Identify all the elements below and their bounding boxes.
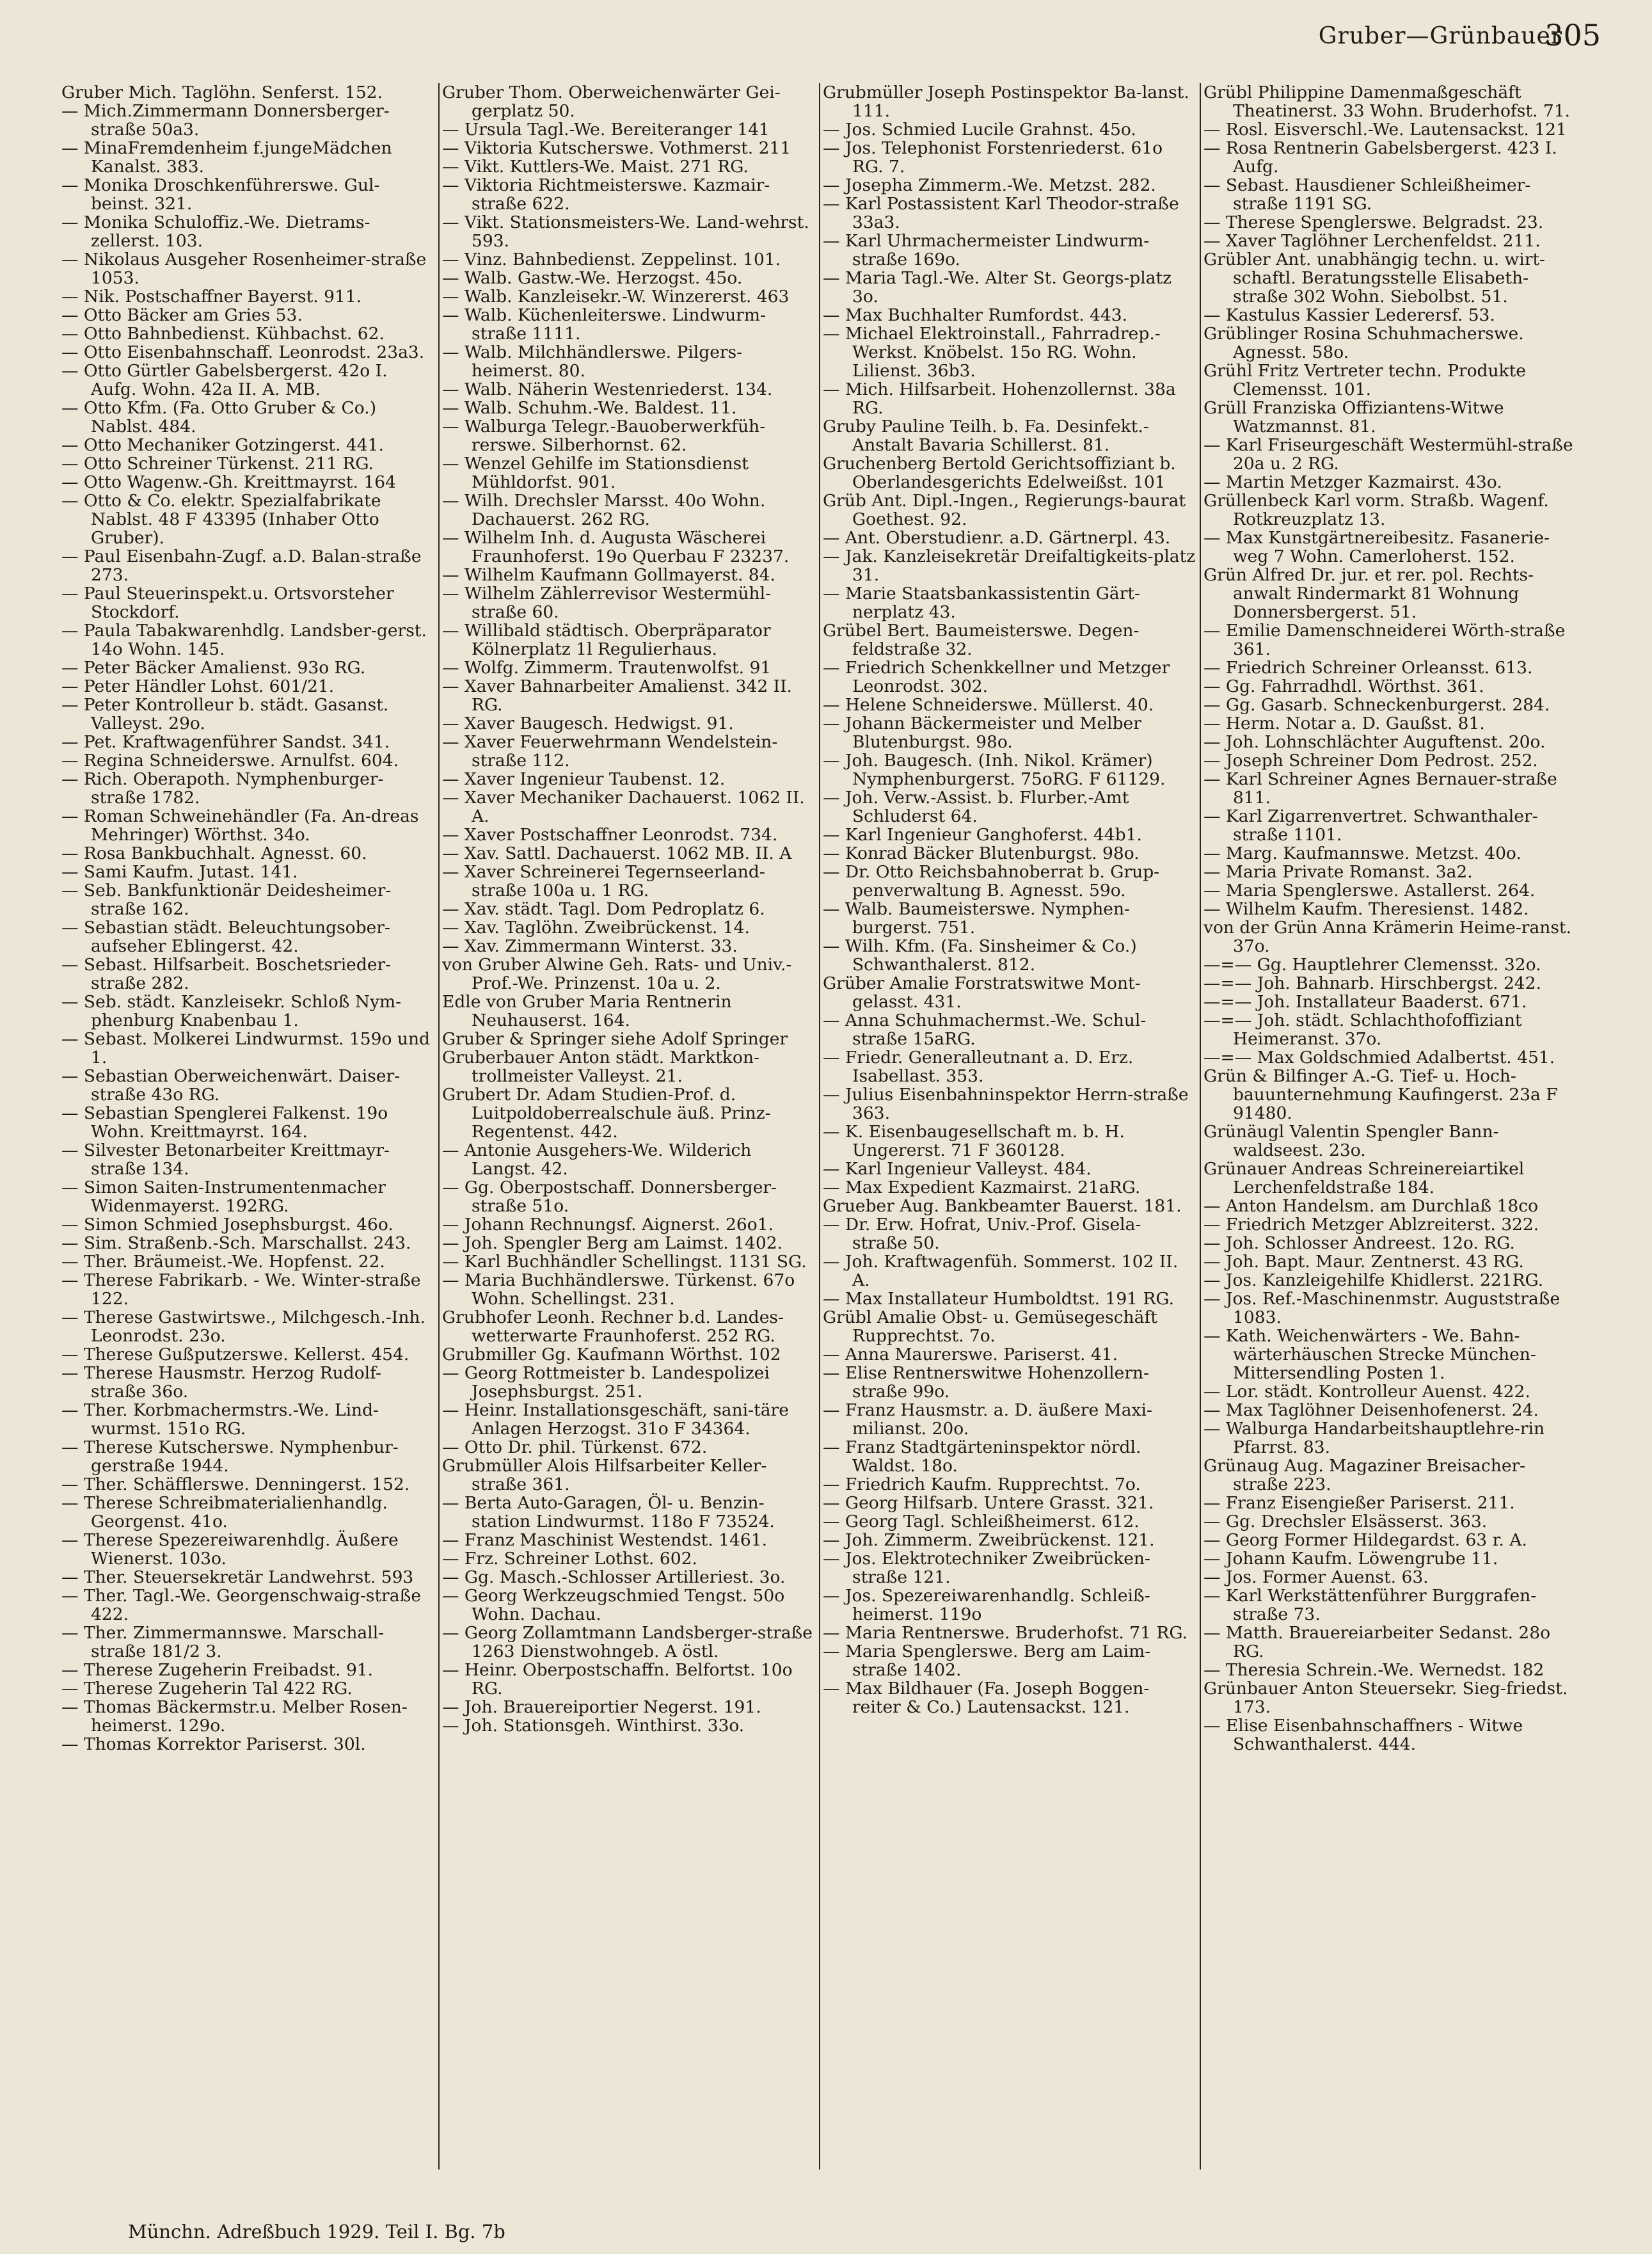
directory-entry: — Jos. Spezereiwarenhandlg. Schleiß-heimerst. 119o: [823, 1586, 1150, 1624]
directory-entry: — Otto Wagenw.-Gh. Kreittmayrst. 164: [61, 472, 396, 492]
directory-entry: Gruber Mich. Taglöhn. Senferst. 152.: [61, 83, 383, 102]
directory-entry: — Mich. Hilfsarbeit. Hohenzollernst. 38a RG.: [823, 380, 1176, 418]
directory-entry: — Maria Private Romanst. 3a2.: [1203, 862, 1473, 882]
directory-entry: — Xaver Mechaniker Dachauerst. 1062 II. A.: [442, 788, 805, 826]
directory-entry: Gruber & Springer siehe Adolf Springer: [442, 1029, 788, 1049]
directory-entry: — Walburga Handarbeitshauptlehre-rin Pfarrst. 83.: [1203, 1419, 1545, 1457]
directory-entry: Gruby Pauline Teilh. b. Fa. Desinfekt.-Anstalt Bavaria Schillerst. 81.: [823, 417, 1149, 455]
directory-entry: — Maria Buchhändlerswe. Türkenst. 67o Wohn. Schellingst. 231.: [442, 1270, 795, 1309]
directory-entry: — Ther. Tagl.-We. Georgenschwaig-straße 422.: [61, 1586, 422, 1624]
directory-entry: — Franz Hausmstr. a. D. äußere Maxi-milianst. 20o.: [823, 1400, 1152, 1439]
running-head: Gruber—Grünbauer: [1318, 23, 1562, 49]
directory-entry: Grünaug Aug. Magaziner Breisacher-straße 223.: [1203, 1456, 1526, 1494]
directory-entry: — Peter Bäcker Amalienst. 93o RG.: [61, 658, 366, 678]
directory-entry: — Maria Spenglerswe. Astallerst. 264.: [1203, 881, 1536, 900]
directory-entry: — Georg Tagl. Schleißheimerst. 612.: [823, 1512, 1140, 1531]
directory-entry: — Peter Kontrolleur b. städt. Gasanst. Valleyst. 29o.: [61, 695, 389, 733]
directory-entry: — Max Expedient Kazmairst. 21aRG.: [823, 1178, 1141, 1197]
directory-entry: — Heinr. Oberpostschaffn. Belfortst. 10o RG.: [442, 1660, 793, 1698]
directory-entry: — Mich.Zimmermann Donnersberger-straße 50a3.: [61, 101, 390, 140]
directory-entry: — Wilhelm Inh. d. Augusta Wäscherei Fraunhoferst. 19o Querbau F 23237.: [442, 528, 790, 566]
directory-entry: — Gg. Drechsler Elsässerst. 363.: [1203, 1512, 1488, 1531]
directory-entry: — Marie Staatsbankassistentin Gärt-nerplatz 43.: [823, 584, 1140, 622]
directory-entry: — Rosa Rentnerin Gabelsbergerst. 423 I. Aufg.: [1203, 138, 1557, 177]
directory-entry: — Max Taglöhner Deisenhofenerst. 24.: [1203, 1400, 1539, 1420]
directory-entry: Grün Alfred Dr. jur. et rer. pol. Rechts-anwalt Rindermarkt 81 Wohnung Donnersbergerst. 51.: [1203, 565, 1534, 622]
directory-entry: — Walb. Näherin Westenriederst. 134.: [442, 380, 773, 399]
directory-entry: — Wilh. Drechsler Marsst. 40o Wohn. Dachauerst. 262 RG.: [442, 491, 766, 529]
page-number: 305: [1545, 18, 1601, 52]
directory-entry: — Joseph Schreiner Dom Pedrost. 252.: [1203, 751, 1538, 771]
directory-entry: — Gg. Fahrradhdl. Wörthst. 361.: [1203, 676, 1484, 696]
directory-entry: — Jos. Ref.-Maschinenmstr. Auguststraße 1083.: [1203, 1289, 1561, 1327]
directory-entry: — Georg Rottmeister b. Landespolizei Josephsburgst. 251.: [442, 1363, 770, 1402]
directory-entry: — Rosl. Eisverschl.-We. Lautensackst. 121: [1203, 120, 1567, 140]
directory-column-2: [442, 83, 815, 2182]
directory-column-1: [61, 83, 434, 2182]
directory-entry: — Xaver Postschaffner Leonrodst. 734.: [442, 825, 778, 845]
directory-entry: — Viktoria Richtmeisterswe. Kazmair-straße 622.: [442, 175, 770, 214]
directory-entry: — Wolfg. Zimmerm. Trautenwolfst. 91: [442, 658, 772, 678]
directory-entry: — K. Eisenbaugesellschaft m. b. H. Ungererst. 71 F 360128.: [823, 1122, 1125, 1160]
directory-entry: — Joh. Baugesch. (Inh. Nikol. Krämer) Nymphenburgerst. 75oRG. F 61129.: [823, 751, 1166, 789]
directory-entry: — Karl Schreiner Agnes Bernauer-straße 811.: [1203, 769, 1557, 808]
directory-entry: Grüblinger Rosina Schuhmacherswe. Agnesst. 58o.: [1203, 324, 1524, 362]
directory-entry: — Monika Schuloffiz.-We. Dietrams-zellerst. 103.: [61, 212, 370, 251]
directory-entry: Grubhofer Leonh. Rechner b.d. Landes-wetterwarte Fraunhoferst. 252 RG.: [442, 1307, 784, 1346]
directory-entry: von Gruber Alwine Geh. Rats- und Univ.-Prof.-We. Prinzenst. 10a u. 2.: [442, 955, 792, 993]
directory-entry: — Xaver Feuerwehrmann Wendelstein-straße 112.: [442, 732, 778, 771]
directory-entry: — Therese Kutscherswe. Nymphenbur-gerstraße 1944.: [61, 1437, 399, 1476]
directory-entry: — Joh. Kraftwagenfüh. Sommerst. 102 II. A.: [823, 1252, 1179, 1290]
directory-entry: — Therese Zugeherin Freibadst. 91.: [61, 1660, 374, 1680]
directory-entry: — Joh. Verw.-Assist. b. Flurber.-Amt Schluderst 64.: [823, 788, 1129, 826]
directory-entry: — Vinz. Bahnbedienst. Zeppelinst. 101.: [442, 250, 781, 269]
directory-entry: — Joh. Spengler Berg am Laimst. 1402.: [442, 1233, 783, 1253]
directory-entry: Grubert Dr. Adam Studien-Prof. d. Luitpoldoberrealschule äuß. Prinz-Regentenst. 442.: [442, 1085, 771, 1142]
directory-entry: — Silvester Betonarbeiter Kreittmayr-straße 134.: [61, 1140, 390, 1179]
directory-entry: — Pet. Kraftwagenführer Sandst. 341.: [61, 732, 390, 752]
directory-entry: — Otto Eisenbahnschaff. Leonrodst. 23a3.: [61, 342, 425, 362]
directory-entry: — Otto Gürtler Gabelsbergerst. 42o I. Aufg. Wohn. 42a II. A. MB.: [61, 361, 388, 399]
directory-entry: — Vikt. Stationsmeisters-We. Land-wehrst. 593.: [442, 212, 809, 251]
directory-entry: — Emilie Damenschneiderei Wörth-straße 361.: [1203, 621, 1566, 659]
directory-entry: — Ursula Tagl.-We. Bereiteranger 141: [442, 120, 770, 140]
directory-entry: — Karl Friseurgeschäft Westermühl-straße 20a u. 2 RG.: [1203, 435, 1573, 474]
directory-entry: — Seb. städt. Kanzleisekr. Schloß Nym-phenburg Knabenbau 1.: [61, 992, 402, 1030]
directory-entry: — Wilh. Kfm. (Fa. Sinsheimer & Co.) Schwanthalerst. 812.: [823, 936, 1137, 975]
directory-column-3: [823, 83, 1196, 2182]
directory-entry: — Jos. Elektrotechniker Zweibrücken-straße 121.: [823, 1549, 1150, 1587]
directory-entry: Grübl Philippine Damenmaßgeschäft Theatinerst. 33 Wohn. Bruderhofst. 71.: [1203, 83, 1570, 121]
directory-entry: — Maria Rentnerswe. Bruderhofst. 71 RG.: [823, 1623, 1187, 1643]
directory-entry: — Jos. Former Auenst. 63.: [1203, 1567, 1429, 1587]
directory-entry: — Xav. Sattl. Dachauerst. 1062 MB. II. A: [442, 843, 792, 863]
directory-entry: —=— Joh. städt. Schlachthofoffiziant Heimeranst. 37o.: [1203, 1011, 1522, 1049]
directory-entry: — Therese Fabrikarb. - We. Winter-straße 122.: [61, 1270, 421, 1309]
directory-entry: — Viktoria Kutscherswe. Vothmerst. 211: [442, 138, 791, 158]
directory-entry: — Willibald städtisch. Oberpräparator Kölnerplatz 1l Regulierhaus.: [442, 621, 771, 659]
directory-entry: — Walb. Schuhm.-We. Baldest. 11.: [442, 398, 737, 418]
directory-entry: — Walb. Kanzleisekr.-W. Winzererst. 463: [442, 287, 790, 307]
directory-entry: — Karl Uhrmachermeister Lindwurm-straße 169o.: [823, 231, 1150, 269]
directory-entry: — Karl Ingenieur Valleyst. 484.: [823, 1159, 1092, 1179]
directory-entry: — Regina Schneiderswe. Arnulfst. 604.: [61, 751, 399, 771]
directory-entry: Grünbauer Anton Steuersekr. Sieg-friedst. 173.: [1203, 1679, 1568, 1717]
directory-entry: — Karl Zigarrenvertret. Schwanthaler-straße 1101.: [1203, 806, 1538, 845]
directory-entry: — Martin Metzger Kazmairst. 43o.: [1203, 472, 1502, 492]
directory-column-4: [1203, 83, 1577, 2182]
directory-entry: — Xaver Ingenieur Taubenst. 12.: [442, 769, 726, 789]
directory-entry: — Sebast. Hilfsarbeit. Boschetsrieder-straße 282.: [61, 955, 392, 993]
directory-entry: Grüll Franziska Offiziantens-Witwe Watzmannst. 81.: [1203, 398, 1504, 436]
directory-entry: Grünauer Andreas Schreinereiartikel Lerchenfeldstraße 184.: [1203, 1159, 1525, 1197]
directory-entry: — Ther. Zimmermannswe. Marschall-straße 181/2 3.: [61, 1623, 385, 1661]
directory-entry: — Helene Schneiderswe. Müllerst. 40.: [823, 695, 1154, 715]
directory-entry: — Xaver Taglöhner Lerchenfeldst. 211.: [1203, 231, 1541, 251]
directory-entry: — Ant. Oberstudienr. a.D. Gärtnerpl. 43.: [823, 528, 1171, 548]
directory-entry: — Nik. Postschaffner Bayerst. 911.: [61, 287, 362, 307]
directory-entry: — Ther. Schäfflerswe. Denningerst. 152.: [61, 1475, 410, 1494]
directory-entry: — Sami Kaufm. Jutast. 141.: [61, 862, 298, 882]
directory-entry: — Therese Zugeherin Tal 422 RG.: [61, 1679, 353, 1698]
directory-entry: Grueber Aug. Bankbeamter Bauerst. 181.: [823, 1196, 1182, 1216]
directory-entry: — Frz. Schreiner Lothst. 602.: [442, 1549, 697, 1569]
directory-entry: Grüllenbeck Karl vorm. Straßb. Wagenf. Rotkreuzplatz 13.: [1203, 491, 1549, 529]
directory-entry: — Rosa Bankbuchhalt. Agnesst. 60.: [61, 843, 367, 863]
directory-entry: — Georg Former Hildegardst. 63 r. A.: [1203, 1530, 1527, 1550]
directory-entry: — Otto Kfm. (Fa. Otto Gruber & Co.) Nablst. 484.: [61, 398, 377, 436]
directory-columns: [61, 83, 1610, 2182]
directory-entry: — Elise Rentnerswitwe Hohenzollern-straße 99o.: [823, 1363, 1150, 1402]
directory-entry: — Franz Maschinist Westendst. 1461.: [442, 1530, 768, 1550]
directory-entry: — Therese Spenglerswe. Belgradst. 23.: [1203, 212, 1544, 232]
directory-entry: — Ther. Steuersekretär Landwehrst. 593: [61, 1567, 414, 1587]
directory-entry: — Karl Buchhändler Schellingst. 1131 SG.: [442, 1252, 807, 1272]
directory-entry: — Seb. Bankfunktionär Deidesheimer-straße 162.: [61, 881, 392, 919]
directory-entry: — Ther. Korbmachermstrs.-We. Lind-wurmst. 151o RG.: [61, 1400, 379, 1439]
directory-entry: — Xav. Taglöhn. Zweibrückenst. 14.: [442, 918, 750, 938]
directory-entry: — Therese Gußputzerswe. Kellerst. 454.: [61, 1345, 409, 1364]
directory-entry: — Berta Auto-Garagen, Öl- u. Benzin-station Lindwurmst. 118o F 73524.: [442, 1493, 775, 1531]
directory-entry: — Georg Zollamtmann Landsberger-straße 1263 Dienstwohngeb. A östl.: [442, 1623, 813, 1661]
directory-entry: — Jos. Schmied Lucile Grahnst. 45o.: [823, 120, 1136, 140]
directory-entry: — Xaver Bahnarbeiter Amalienst. 342 II. RG.: [442, 676, 792, 715]
directory-entry: — Vikt. Kuttlers-We. Maist. 271 RG.: [442, 157, 749, 177]
directory-entry: — Jak. Kanzleisekretär Dreifaltigkeits-platz 31.: [823, 547, 1196, 585]
directory-entry: — Peter Händler Lohst. 601/21.: [61, 676, 335, 696]
directory-entry: Grübler Ant. unabhängig techn. u. wirt-schaftl. Beratungsstelle Elisabeth-straße 302 Wohn. Siebolbst. 51.: [1203, 250, 1545, 307]
directory-entry: — Sebast. Molkerei Lindwurmst. 159o und 1.: [61, 1029, 430, 1067]
directory-entry: — Michael Elektroinstall., Fahrradrep.-Werkst. Knöbelst. 15o RG. Wohn. Lilienst. 36b3.: [823, 324, 1161, 381]
directory-entry: — Joh. Zimmerm. Zweibrückenst. 121.: [823, 1530, 1155, 1550]
directory-entry: — Therese Hausmstr. Herzog Rudolf-straße 36o.: [61, 1363, 381, 1402]
directory-entry: — Therese Spezereiwarenhdlg. Äußere Wienerst. 103o.: [61, 1530, 399, 1569]
directory-entry: — Gg. Gasarb. Schneckenburgerst. 284.: [1203, 695, 1550, 715]
directory-entry: — MinaFremdenheim f.jungeMädchen Kanalst. 383.: [61, 138, 392, 177]
directory-entry: — Simon Schmied Josephsburgst. 46o.: [61, 1215, 393, 1235]
directory-entry: — Herm. Notar a. D. Gaußst. 81.: [1203, 714, 1485, 733]
directory-entry: — Kath. Weichenwärters - We. Bahn-wärterhäuschen Strecke München-Mittersendling Posten 1.: [1203, 1326, 1536, 1383]
directory-entry: — Friedrich Metzger Ablzreiterst. 322.: [1203, 1215, 1539, 1235]
directory-entry: — Max Buchhalter Rumfordst. 443.: [823, 305, 1128, 325]
directory-entry: — Joh. Stationsgeh. Winthirst. 33o.: [442, 1716, 745, 1736]
directory-entry: — Thomas Bäckermstr.u. Melber Rosen-heimerst. 129o.: [61, 1697, 408, 1736]
directory-entry: — Sim. Straßenb.-Sch. Marschallst. 243.: [61, 1233, 411, 1253]
directory-entry: — Franz Eisengießer Pariserst. 211.: [1203, 1493, 1515, 1513]
directory-entry: — Julius Eisenbahninspektor Herrn-straße 363.: [823, 1085, 1189, 1123]
directory-entry: — Anton Handelsm. am Durchlaß 18co: [1203, 1196, 1539, 1216]
directory-entry: — Sebast. Hausdiener Schleißheimer-straße 1191 SG.: [1203, 175, 1531, 214]
directory-entry: — Heinr. Installationsgeschäft, sani-täre Anlagen Herzogst. 31o F 34364.: [442, 1400, 789, 1439]
directory-entry: von der Grün Anna Krämerin Heime-ranst. 37o.: [1203, 918, 1571, 956]
directory-entry: — Wilhelm Zählerrevisor Westermühl-straße 60.: [442, 584, 772, 622]
directory-entry: — Sebastian Oberweichenwärt. Daiser-straße 43o RG.: [61, 1066, 401, 1105]
page-footer: Münchn. Adreßbuch 1929. Teil I. Bg. 7b: [128, 2221, 505, 2242]
directory-entry: — Kastulus Kassier Lederersf. 53.: [1203, 305, 1495, 325]
directory-entry: — Max Bildhauer (Fa. Joseph Boggen-reiter & Co.) Lautensackst. 121.: [823, 1679, 1150, 1717]
directory-entry: — Konrad Bäcker Blutenburgst. 98o.: [823, 843, 1140, 863]
directory-entry: — Karl Ingenieur Ganghoferst. 44b1.: [823, 825, 1142, 845]
directory-entry: — Karl Postassistent Karl Theodor-straße 33a3.: [823, 194, 1179, 232]
directory-entry: Gruberbauer Anton städt. Marktkon-trollmeister Valleyst. 21.: [442, 1048, 759, 1086]
page-header: [0, 18, 1652, 61]
directory-entry: — Gg. Masch.-Schlosser Artilleriest. 3o.: [442, 1567, 786, 1587]
directory-entry: — Paul Eisenbahn-Zugf. a.D. Balan-straße 273.: [61, 547, 422, 585]
directory-entry: — Josepha Zimmerm.-We. Metzst. 282.: [823, 175, 1156, 195]
directory-entry: — Rich. Oberapoth. Nymphenburger-straße 1782.: [61, 769, 384, 808]
directory-entry: Gruber Thom. Oberweichenwärter Gei-gerplatz 50.: [442, 83, 781, 121]
directory-entry: — Anna Schuhmachermst.-We. Schul-straße 15aRG.: [823, 1011, 1147, 1049]
directory-entry: — Antonie Ausgehers-We. Wilderich Langst. 42.: [442, 1140, 752, 1179]
directory-entry: — Maria Spenglerswe. Berg am Laim-straße 1402.: [823, 1642, 1151, 1680]
directory-entry: — Sebastian städt. Beleuchtungsober-aufseher Eblingerst. 42.: [61, 918, 390, 956]
directory-entry: — Otto Bahnbedienst. Kühbachst. 62.: [61, 324, 385, 344]
directory-entry: — Gg. Oberpostschaff. Donnersberger-straße 51o.: [442, 1178, 777, 1216]
directory-entry: — Otto & Co. elektr. Spezialfabrikate Nablst. 48 F 43395 (Inhaber Otto Gruber).: [61, 491, 381, 548]
directory-entry: — Sebastian Spenglerei Falkenst. 19o Wohn. Kreittmayrst. 164.: [61, 1103, 388, 1142]
directory-entry: — Karl Werkstättenführer Burggrafen-straße 73.: [1203, 1586, 1537, 1624]
directory-entry: — Roman Schweinehändler (Fa. An-dreas Mehringer) Wörthst. 34o.: [61, 806, 419, 845]
directory-entry: — Joh. Schlosser Andreest. 12o. RG.: [1203, 1233, 1515, 1253]
directory-entry: — Xav. Zimmermann Winterst. 33.: [442, 936, 738, 956]
directory-entry: — Otto Bäcker am Gries 53.: [61, 305, 303, 325]
directory-entry: —=— Gg. Hauptlehrer Clemensst. 32o.: [1203, 955, 1541, 975]
directory-entry: Grubmiller Gg. Kaufmann Wörthst. 102: [442, 1345, 781, 1364]
directory-entry: Grühl Fritz Vertreter techn. Produkte Clemensst. 101.: [1203, 361, 1526, 399]
directory-entry: — Paul Steuerinspekt.u. Ortsvorsteher Stockdorf.: [61, 584, 394, 622]
directory-entry: — Monika Droschkenführerswe. Gul-beinst. 321.: [61, 175, 380, 214]
directory-entry: — Georg Werkzeugschmied Tengst. 50o Wohn. Dachau.: [442, 1586, 785, 1624]
directory-entry: — Dr. Erw. Hofrat, Univ.-Prof. Gisela-straße 50.: [823, 1215, 1141, 1253]
directory-entry: — Therese Gastwirtswe., Milchgesch.-Inh. Leonrodst. 23o.: [61, 1307, 425, 1346]
directory-entry: — Ther. Bräumeist.-We. Hopfenst. 22.: [61, 1252, 385, 1272]
directory-entry: — Wilhelm Kaufmann Gollmayerst. 84.: [442, 565, 775, 585]
directory-entry: — Marg. Kaufmannswe. Metzst. 40o.: [1203, 843, 1521, 863]
directory-entry: — Otto Mechaniker Gotzingerst. 441.: [61, 435, 384, 455]
directory-entry: Grün & Bilfinger A.-G. Tief- u. Hoch-bauunternehmung Kaufingerst. 23a F 91480.: [1203, 1066, 1558, 1123]
directory-entry: Grübel Bert. Baumeisterswe. Degen-feldstraße 32.: [823, 621, 1140, 659]
directory-entry: — Otto Dr. phil. Türkenst. 672.: [442, 1437, 708, 1457]
directory-entry: — Paula Tabakwarenhdlg. Landsber-gerst. 14o Wohn. 145.: [61, 621, 427, 659]
directory-entry: Edle von Gruber Maria Rentnerin Neuhauserst. 164.: [442, 992, 732, 1030]
directory-entry: — Jos. Kanzleigehilfe Khidlerst. 221RG.: [1203, 1270, 1544, 1290]
directory-entry: — Johann Kaufm. Löwengrube 11.: [1203, 1549, 1498, 1569]
directory-entry: — Lor. städt. Kontrolleur Auenst. 422.: [1203, 1382, 1530, 1402]
directory-entry: — Maria Tagl.-We. Alter St. Georgs-platz 3o.: [823, 268, 1172, 307]
directory-entry: — Friedrich Schenkkellner und Metzger Leonrodst. 302.: [823, 658, 1170, 696]
directory-entry: — Max Kunstgärtnereibesitz. Fasanerie-weg 7 Wohn. Camerloherst. 152.: [1203, 528, 1550, 566]
directory-entry: — Johann Bäckermeister und Melber Blutenburgst. 98o.: [823, 714, 1141, 752]
directory-entry: — Georg Hilfsarb. Untere Grasst. 321.: [823, 1493, 1154, 1513]
directory-entry: — Dr. Otto Reichsbahnoberrat b. Grup-penverwaltung B. Agnesst. 59o.: [823, 862, 1160, 900]
directory-entry: — Wenzel Gehilfe im Stationsdienst Mühldorfst. 901.: [442, 454, 749, 492]
directory-entry: — Franz Stadtgärteninspektor nördl. Waldst. 18o.: [823, 1437, 1141, 1476]
directory-entry: Grüber Amalie Forstratswitwe Mont-gelasst. 431.: [823, 973, 1141, 1012]
directory-entry: — Walb. Gastw.-We. Herzogst. 45o.: [442, 268, 743, 288]
directory-entry: —=— Joh. Bahnarb. Hirschbergst. 242.: [1203, 973, 1541, 993]
directory-entry: — Nikolaus Ausgeher Rosenheimer-straße 1053.: [61, 250, 427, 288]
directory-entry: — Walb. Küchenleiterswe. Lindwurm-straße 1111.: [442, 305, 766, 344]
directory-entry: — Walb. Baumeisterswe. Nymphen-burgerst. 751.: [823, 899, 1131, 938]
directory-entry: — Elise Eisenbahnschaffners - Witwe Schwanthalerst. 444.: [1203, 1716, 1523, 1754]
directory-entry: Grubmüller Alois Hilfsarbeiter Keller-straße 361.: [442, 1456, 767, 1494]
directory-entry: Grünäugl Valentin Spengler Bann-waldseest. 23o.: [1203, 1122, 1499, 1160]
directory-entry: — Xaver Baugesch. Hedwigst. 91.: [442, 714, 734, 733]
directory-entry: —=— Max Goldschmied Adalbertst. 451.: [1203, 1048, 1555, 1067]
directory-entry: — Matth. Brauereiarbeiter Sedanst. 28o RG.: [1203, 1623, 1551, 1661]
directory-entry: — Joh. Bapt. Maur. Zentnerst. 43 RG.: [1203, 1252, 1524, 1272]
directory-entry: — Max Installateur Humboldtst. 191 RG.: [823, 1289, 1175, 1309]
directory-entry: — Simon Saiten-Instrumentenmacher Widenmayerst. 192RG.: [61, 1178, 386, 1216]
directory-entry: — Jos. Telephonist Forstenriederst. 61o RG. 7.: [823, 138, 1163, 177]
directory-entry: — Friedr. Generalleutnant a. D. Erz. Isabellast. 353.: [823, 1048, 1134, 1086]
directory-entry: — Thomas Korrektor Pariserst. 30l.: [61, 1734, 366, 1754]
directory-entry: — Xaver Schreinerei Tegernseerland-straße 100a u. 1 RG.: [442, 862, 765, 900]
directory-entry: — Joh. Lohnschlächter Auguftenst. 20o.: [1203, 732, 1546, 752]
directory-entry: — Joh. Brauereiportier Negerst. 191.: [442, 1697, 761, 1717]
directory-entry: — Wilhelm Kaufm. Theresienst. 1482.: [1203, 899, 1529, 919]
directory-entry: — Therese Schreibmaterialienhandlg. Georgenst. 41o.: [61, 1493, 388, 1531]
directory-entry: — Theresia Schrein.-We. Wernedst. 182: [1203, 1660, 1545, 1680]
directory-entry: — Johann Rechnungsf. Aignerst. 26o1.: [442, 1215, 774, 1235]
directory-entry: —=— Joh. Installateur Baaderst. 671.: [1203, 992, 1527, 1012]
directory-entry: — Walb. Milchhändlerswe. Pilgers-heimerst. 80.: [442, 342, 743, 381]
directory-entry: — Friedrich Schreiner Orleansst. 613.: [1203, 658, 1533, 678]
directory-entry: Grubmüller Joseph Postinspektor Ba-lanst. 111.: [823, 83, 1189, 121]
directory-entry: — Walburga Telegr.-Bauoberwerkfüh-rerswe. Silberhornst. 62.: [442, 417, 766, 455]
directory-entry: Gruchenberg Bertold Gerichtsoffiziant b. Oberlandesgerichts Edelweißst. 101: [823, 454, 1176, 492]
directory-entry: — Otto Schreiner Türkenst. 211 RG.: [61, 454, 374, 474]
directory-entry: — Anna Maurerswe. Pariserst. 41.: [823, 1345, 1118, 1364]
directory-entry: Grübl Amalie Obst- u. Gemüsegeschäft Rupprechtst. 7o.: [823, 1307, 1157, 1346]
directory-entry: — Xav. städt. Tagl. Dom Pedroplatz 6.: [442, 899, 765, 919]
directory-entry: — Friedrich Kaufm. Rupprechtst. 7o.: [823, 1475, 1141, 1494]
directory-entry: Grüb Ant. Dipl.-Ingen., Regierungs-baurat Goethest. 92.: [823, 491, 1186, 529]
